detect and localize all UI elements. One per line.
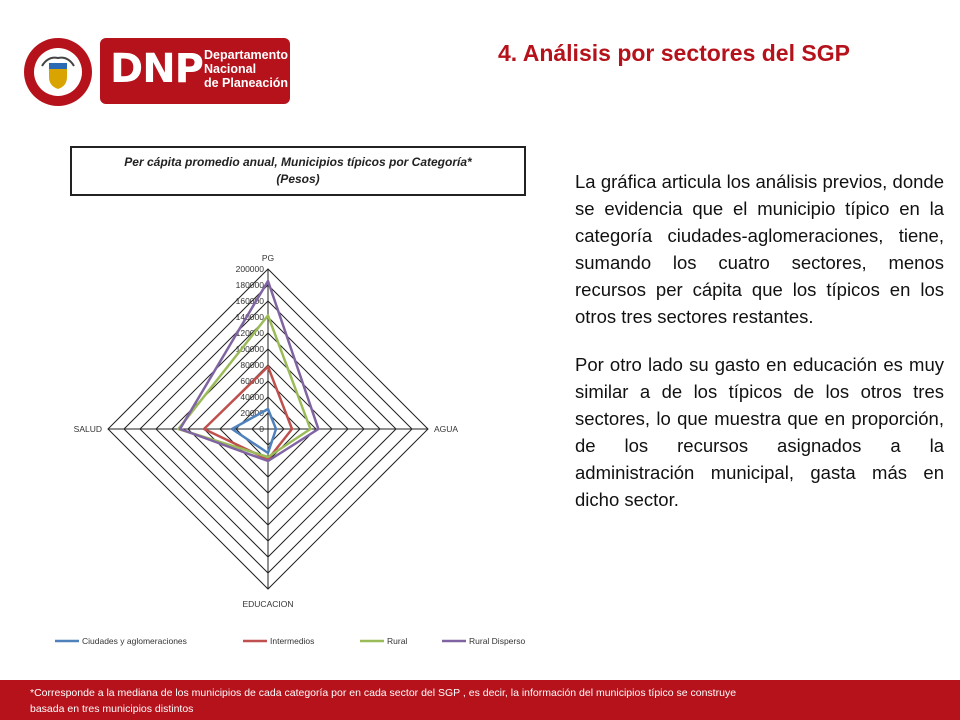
dnp-subtitle-line: de Planeación (204, 76, 289, 90)
slide-title: 4. Análisis por sectores del SGP (498, 40, 850, 66)
radar-tick-label: 120000 (235, 328, 264, 338)
legend-label: Rural Disperso (469, 636, 526, 646)
radar-axis-label: EDUCACION (242, 599, 294, 609)
colombia-seal-icon (22, 36, 94, 108)
dnp-logo-box (100, 38, 290, 104)
footer-line-2: basada en tres municipios distintos (30, 703, 194, 715)
radar-axis-label: PG (261, 253, 275, 263)
dnp-subtitle-line: Nacional (204, 62, 257, 76)
body-paragraph-1: La gráfica articula los análisis previos, donde se evidencia que el municipio típico en la categoría ciudades-aglomeraciones, tiene, sumando los cuatro sectores, menos recursos per cápita que los típicos en los otros tres sectores restantes. (575, 171, 944, 327)
footer-note (0, 680, 960, 720)
dnp-logo (22, 36, 292, 108)
radar-tick-label: 40000 (240, 392, 264, 402)
legend-label: Ciudades y aglomeraciones (82, 636, 187, 646)
dnp-logo-letters: DNP (110, 46, 203, 92)
legend-label: Rural (387, 636, 408, 646)
dnp-subtitle-line: Departamento (204, 48, 289, 62)
radar-tick-label: 0 (259, 424, 264, 434)
radar-series-line (180, 281, 318, 461)
chart-title-box (70, 146, 526, 196)
chart-title-line2: (Pesos) (276, 172, 320, 186)
body-text (575, 168, 944, 534)
radar-tick-label: 80000 (240, 360, 264, 370)
radar-tick-label: 60000 (240, 376, 264, 386)
radar-tick-label: 180000 (235, 280, 264, 290)
radar-tick-label: 140000 (235, 312, 264, 322)
radar-tick-label: 100000 (235, 344, 264, 354)
legend-label: Intermedios (270, 636, 315, 646)
footer-line-1: *Corresponde a la mediana de los municipios de cada categoría por en cada sector del SGP , es decir, la información del municipios típico se construye (30, 687, 737, 699)
body-paragraph-2: Por otro lado su gasto en educación es muy similar a de los típicos de los otros tres sectores, lo que muestra que en proporción, de los recursos asignados a la administración municipal, gasta más en dicho sector. (575, 354, 944, 510)
radar-axis-label: SALUD (73, 424, 102, 434)
chart-title-line1: Per cápita promedio anual, Municipios típicos por Categoría* (124, 155, 472, 169)
radar-tick-label: 200000 (235, 264, 264, 274)
radar-axis-label: AGUA (434, 424, 459, 434)
radar-tick-label: 20000 (240, 408, 264, 418)
radar-chart (0, 200, 560, 670)
dnp-logo-subtitle (204, 48, 288, 90)
radar-tick-label: 160000 (235, 296, 264, 306)
